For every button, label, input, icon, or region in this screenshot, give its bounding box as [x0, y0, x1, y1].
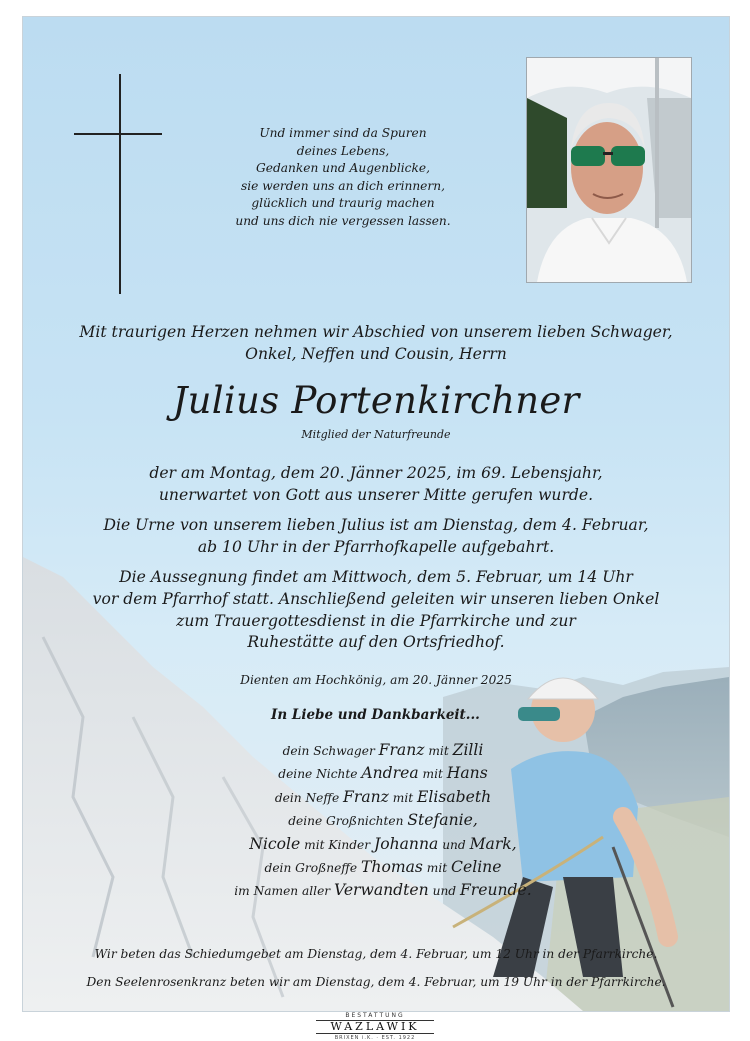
prayer-line: Wir beten das Schiedumgebet am Dienstag, dem 4. Februar, um 12 Uhr in der Pfarrkirche.	[94, 947, 658, 961]
poem-line: sie werden uns an dich erinnern,	[241, 178, 445, 193]
paragraph-line: der am Montag, dem 20. Jänner 2025, im 69. Lebensjahr,	[149, 464, 603, 482]
prayer-line: Den Seelenrosenkranz beten wir am Dienstag, dem 4. Februar, um 19 Uhr in der Pfarrkirche.	[86, 975, 666, 989]
paragraph-line: ab 10 Uhr in der Pfarrhofkapelle aufgebahrt.	[197, 537, 555, 556]
intro-line: Onkel, Neffen und Cousin, Herrn	[245, 344, 507, 363]
urn-viewing-paragraph	[23, 515, 729, 559]
paragraph-line: Die Aussegnung findet am Mittwoch, dem 5. Februar, um 14 Uhr	[119, 568, 633, 586]
family-row: deine Großnichten Stefanie,	[288, 811, 478, 830]
cross-icon-horizontal	[74, 133, 162, 135]
obituary-card	[22, 16, 730, 1012]
deceased-name: Julius Portenkirchner	[172, 379, 580, 422]
paragraph-line: vor dem Pfarrhof statt. Anschließend geleiten wir unseren lieben Onkel	[92, 589, 660, 608]
family-row: Nicole mit Kinder Johanna und Mark,	[249, 834, 517, 853]
paragraph-line: unerwartet von Gott aus unserer Mitte gerufen wurde.	[158, 485, 594, 504]
cross-icon-vertical	[119, 74, 121, 294]
paragraph-line: Ruhestätte auf den Ortsfriedhof.	[247, 633, 505, 652]
funeral-home-logo	[310, 1012, 440, 1041]
family-row: dein Neffe Franz mit Elisabeth	[274, 787, 492, 806]
family-list	[213, 739, 553, 903]
paragraph-line: Die Urne von unserem lieben Julius ist am Dienstag, dem 4. Februar,	[103, 516, 649, 534]
poem-line: und uns dich nie vergessen lassen.	[235, 213, 451, 228]
logo-brand: WAZLAWIK	[316, 1020, 434, 1034]
membership-note: Mitglied der Naturfreunde	[301, 428, 451, 441]
poem-line: glücklich und traurig machen	[251, 196, 435, 211]
poem-line: deines Lebens,	[296, 143, 390, 158]
poem-line: Gedanken und Augenblicke,	[256, 161, 430, 176]
death-notice-paragraph	[23, 463, 729, 507]
funeral-paragraph	[23, 567, 729, 654]
intro-text	[23, 322, 729, 365]
logo-top: BESTATTUNG	[345, 1012, 405, 1019]
family-row: dein Großneffe Thomas mit Celine	[264, 857, 502, 876]
logo-sub: BRIXEN i.K. · EST. 1922	[334, 1035, 416, 1041]
poem	[193, 125, 493, 231]
family-row: im Namen aller Verwandten und Freunde.	[234, 881, 532, 900]
place-date: Dienten am Hochkönig, am 20. Jänner 2025	[240, 673, 512, 687]
intro-line: Mit traurigen Herzen nehmen wir Abschied von unserem lieben Schwager,	[79, 323, 673, 341]
family-row: deine Nichte Andrea mit Hans	[278, 764, 488, 783]
paragraph-line: zum Trauergottesdienst in die Pfarrkirche und zur	[176, 611, 576, 630]
poem-line: Und immer sind da Spuren	[259, 126, 427, 140]
thanks-heading: In Liebe und Dankbarkeit...	[271, 707, 480, 723]
portrait-photo	[526, 57, 692, 283]
family-row: dein Schwager Franz mit Zilli	[282, 741, 484, 759]
